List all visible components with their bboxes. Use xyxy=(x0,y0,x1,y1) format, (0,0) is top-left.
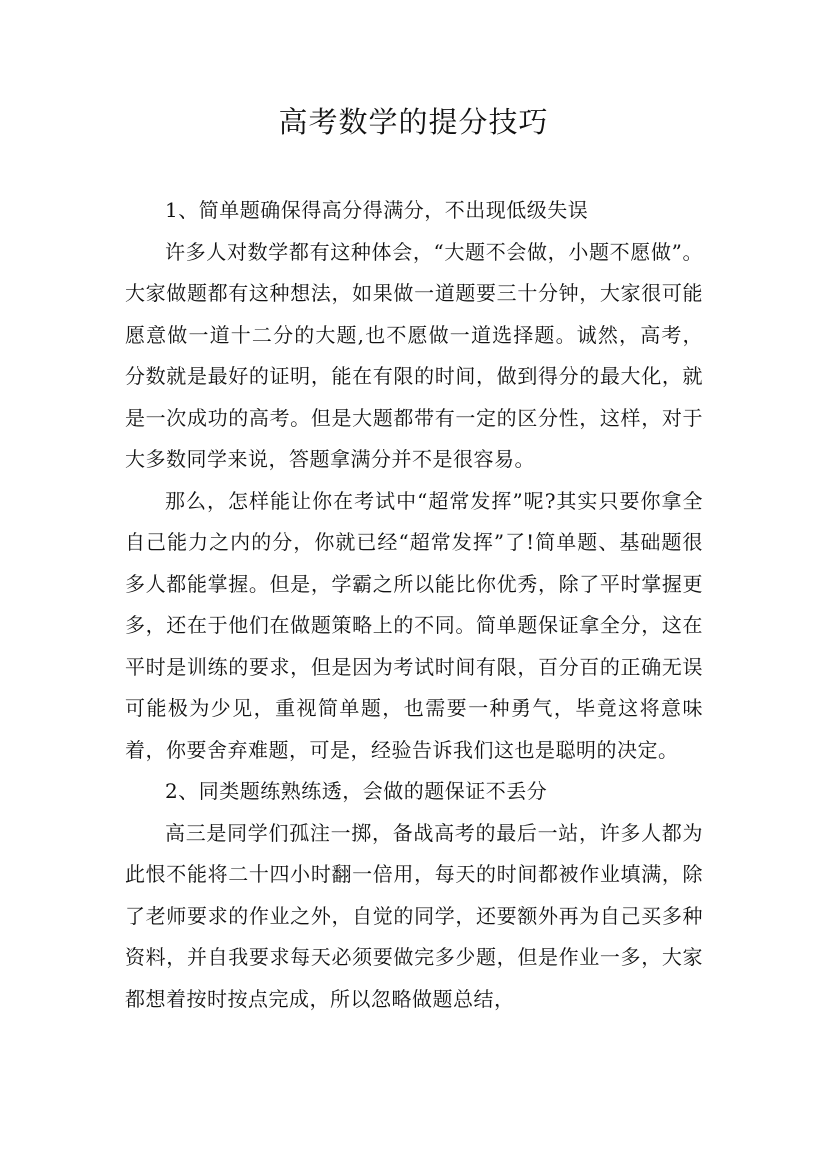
paragraph-3: 高三是同学们孤注一掷，备战高考的最后一站，许多人都为此恨不能将二十四小时翻一倍用，每天的时间都被作业填满，除了老师要求的作业之外，自觉的同学，还要额外再为自己买多种资料，并自我要求每天必须要做完多少题，但是作业一多，大家都想着按时按点完成，所以忽略做题总结， xyxy=(125,820,703,1011)
paragraph-1: 许多人对数学都有这种体会，“大题不会做，小题不愿做”。大家做题都有这种想法，如果做一道题要三十分钟，大家很可能愿意做一道十二分的大题,也不愿做一道选择题。诚然，高考，分数就是最好的证明，能在有限的时间，做到得分的最大化，就是一次成功的高考。但是大题都带有一定的区分性，这样，对于大多数同学来说，答题拿满分并不是很容易。 xyxy=(125,239,703,471)
document-title: 高考数学的提分技巧 xyxy=(278,105,549,139)
paragraph-2: 那么，怎样能让你在考试中“超常发挥”呢?其实只要你拿全自己能力之内的分，你就已经“超常发挥”了!简单题、基础题很多人都能掌握。但是，学霸之所以能比你优秀，除了平时掌握更多，还在于他们在做题策略上的不同。简单题保证拿全分，这在平时是训练的要求，但是因为考试时间有限，百分百的正确无误可能极为少见，重视简单题，也需要一种勇气，毕竟这将意味着，你要舍弃难题，可是，经验告诉我们这也是聪明的决定。 xyxy=(125,488,703,762)
section-heading-1: 1、简单题确保得高分得满分，不出现低级失误 xyxy=(165,198,589,222)
document-body xyxy=(125,190,703,1020)
section-heading-2: 2、同类题练熟练透，会做的题保证不丢分 xyxy=(165,779,548,803)
